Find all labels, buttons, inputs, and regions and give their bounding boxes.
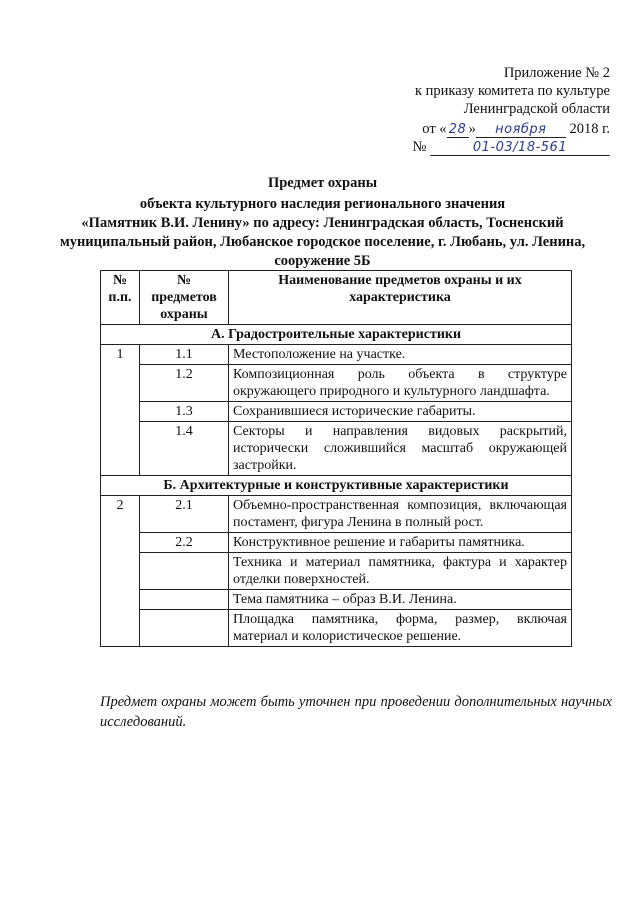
date-year: 2018 г. <box>569 121 610 137</box>
row-number: 1 <box>101 345 140 476</box>
item-number: 1.1 <box>140 345 229 365</box>
table-row <box>101 590 572 610</box>
section-b-title: Б. Архитектурные и конструктивные характеристики <box>101 476 572 496</box>
item-number <box>140 610 229 647</box>
title-main: Предмет охраны <box>267 175 378 191</box>
item-number: 1.4 <box>140 422 229 476</box>
appendix-header <box>350 64 610 156</box>
title-line-3: «Памятник В.И. Ленину» по адресу: Ленинградская область, Тосненский муниципальный район, Любанское городское поселение, г. Любань, ул. Ленина, сооружение 5Б <box>59 215 586 269</box>
table-row <box>101 610 572 647</box>
item-text: Тема памятника – образ В.И. Ленина. <box>229 590 572 610</box>
table-header-row <box>101 271 572 325</box>
item-number: 1.3 <box>140 402 229 422</box>
table-row <box>101 345 572 365</box>
header-item-name: Наименование предметов охраны и их характеристика <box>229 271 572 325</box>
item-text: Объемно-пространственная композиция, включающая постамент, фигура Ленина в полный рост. <box>229 496 572 533</box>
date-mid: » <box>468 121 476 137</box>
section-b-row <box>101 476 572 496</box>
item-text: Сохранившиеся исторические габариты. <box>229 402 572 422</box>
table-row <box>101 553 572 590</box>
handwritten-month: ноября <box>476 122 566 138</box>
item-number: 2.2 <box>140 533 229 553</box>
row-number: 2 <box>101 496 140 647</box>
section-a-title: А. Градостроительные характеристики <box>101 325 572 345</box>
title-line-2: объекта культурного наследия регионального значения <box>139 196 506 212</box>
item-text: Техника и материал памятника, фактура и характер отделки поверхностей. <box>229 553 572 590</box>
item-number <box>140 590 229 610</box>
appendix-date <box>350 120 610 138</box>
document-title <box>40 174 605 271</box>
header-item-number: № предметов охраны <box>140 271 229 325</box>
item-text: Местоположение на участке. <box>229 345 572 365</box>
item-number: 1.2 <box>140 365 229 402</box>
table-row <box>101 496 572 533</box>
table-row <box>101 365 572 402</box>
footnote: Предмет охраны может быть уточнен при проведении дополнительных научных исследований. <box>100 694 612 730</box>
appendix-number: Приложение № 2 <box>503 65 610 81</box>
section-a-row <box>101 325 572 345</box>
item-number <box>140 553 229 590</box>
item-text: Композиционная роль объекта в структуре окружающего природного и культурного ландшафта. <box>229 365 572 402</box>
number-prefix: № <box>412 139 427 155</box>
table-row <box>101 422 572 476</box>
item-number: 2.1 <box>140 496 229 533</box>
item-text: Площадка памятника, форма, размер, включая материал и колористическое решение. <box>229 610 572 647</box>
appendix-order-ref: к приказу комитета по культуре <box>414 83 610 99</box>
protection-items-table <box>100 270 572 647</box>
item-text: Конструктивное решение и габариты памятника. <box>229 533 572 553</box>
appendix-order-number <box>350 138 610 156</box>
appendix-region: Ленинградской области <box>463 101 610 117</box>
handwritten-day: 28 <box>447 122 469 138</box>
header-pp: № п.п. <box>101 271 140 325</box>
table-row <box>101 402 572 422</box>
date-prefix: от « <box>422 121 447 137</box>
item-text: Секторы и направления видовых раскрытий, исторически сложившийся масштаб окружающей застройки. <box>229 422 572 476</box>
table-row <box>101 533 572 553</box>
handwritten-number: 01-03/18-561 <box>430 140 610 156</box>
